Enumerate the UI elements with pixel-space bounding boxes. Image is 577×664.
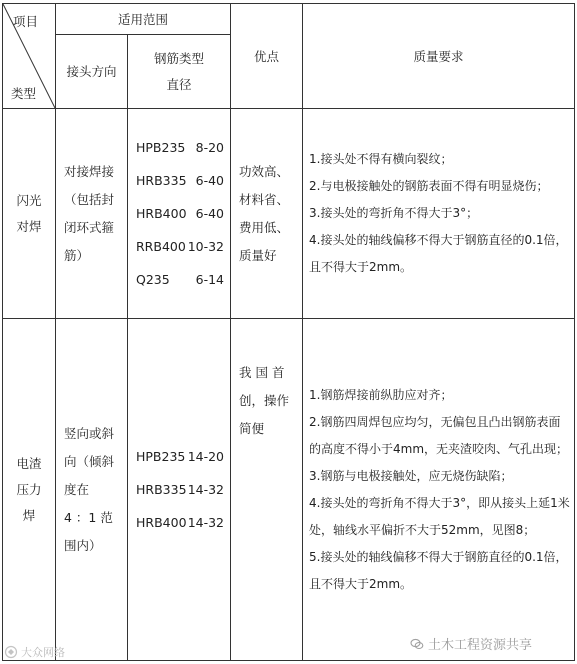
steel-grade: HRB335 <box>136 173 187 188</box>
steel-item <box>128 473 230 506</box>
direction-line: 向（倾斜 <box>64 453 115 469</box>
steel-grade: Q235 <box>136 272 170 287</box>
steel-item <box>128 440 230 473</box>
requirements-cell <box>303 109 575 319</box>
steel-grade: HPB235 <box>136 449 186 464</box>
header-category-label: 类型 <box>11 86 37 101</box>
logo-icon <box>4 645 18 659</box>
type-line: 压力 <box>16 481 42 497</box>
advantage-line: 质量好 <box>239 247 277 263</box>
steel-grade: RRB400 <box>136 239 186 254</box>
watermark-right <box>410 634 532 653</box>
direction-line: 筋） <box>64 247 90 263</box>
header-steel-diameter <box>128 35 231 109</box>
advantages-cell <box>231 319 303 661</box>
requirement-item: 1.钢筋焊接前纵肋应对齐； <box>309 387 453 402</box>
advantage-line: 创，操作 <box>239 393 290 408</box>
steel-range: 14-20 <box>187 449 225 464</box>
advantage-line: 费用低、 <box>239 219 290 235</box>
type-line: 焊 <box>22 507 36 523</box>
header-diameter: 直径 <box>166 76 192 92</box>
steel-range: 8-20 <box>195 140 225 155</box>
steel-grade: HRB400 <box>136 515 187 530</box>
table-row <box>3 319 575 661</box>
requirement-item: 4.接头处的弯折角不得大于3°，即从接头上延1米处，轴线水平偏折不大于52mm，见图8； <box>309 495 570 537</box>
advantage-line: 功效高、 <box>239 163 290 179</box>
steel-cell <box>128 319 231 661</box>
steel-range: 6-14 <box>195 272 225 287</box>
steel-item <box>128 197 230 230</box>
requirement-item: 3.接头处的弯折角不得大于3°； <box>309 206 479 220</box>
header-direction: 接头方向 <box>56 35 128 109</box>
watermark-left <box>4 644 65 660</box>
watermark-left-text: 大众网络 <box>21 646 65 659</box>
type-line: 闪光 <box>16 192 42 208</box>
steel-range: 6-40 <box>195 206 225 221</box>
steel-grade: HPB235 <box>136 140 186 155</box>
steel-cell <box>128 109 231 319</box>
header-quality: 质量要求 <box>303 4 575 109</box>
header-item-label: 项目 <box>13 14 39 29</box>
steel-item <box>128 131 230 164</box>
steel-item <box>128 506 230 539</box>
type-cell <box>3 319 56 661</box>
requirement-item: 3.钢筋与电极接触处，应无烧伤缺陷； <box>309 468 513 483</box>
direction-line: 度在 <box>64 481 90 497</box>
steel-item <box>128 230 230 263</box>
type-line: 电渣 <box>16 455 42 471</box>
type-line: 对焊 <box>16 218 42 234</box>
requirements-cell <box>303 319 575 661</box>
header-steel-type: 钢筋类型 <box>154 50 205 66</box>
advantage-line: 我 国 首 <box>239 365 285 380</box>
steel-grade: HRB335 <box>136 482 187 497</box>
steel-grade: HRB400 <box>136 206 187 221</box>
direction-line: 闭环式箍 <box>64 219 115 235</box>
header-scope: 适用范围 <box>56 4 231 35</box>
steel-range: 10-32 <box>187 239 225 254</box>
direction-cell <box>56 109 128 319</box>
requirement-item: 2.钢筋四周焊包应均匀，无偏包且凸出钢筋表面的高度不得小于4mm，无夹渣咬肉、气孔出现； <box>309 414 569 456</box>
direction-line: 围内） <box>64 537 102 553</box>
direction-cell <box>56 319 128 661</box>
advantage-line: 简便 <box>239 421 265 436</box>
requirement-item: 4.接头处的轴线偏移不得大于钢筋直径的0.1倍，且不得大于2mm。 <box>309 233 568 274</box>
steel-item <box>128 164 230 197</box>
steel-range: 6-40 <box>195 173 225 188</box>
type-cell <box>3 109 56 319</box>
table-row <box>3 109 575 319</box>
watermark-right-text: 土木工程资源共享 <box>428 638 533 653</box>
direction-line: （包括封 <box>64 191 115 207</box>
advantage-line: 材料省、 <box>239 191 290 207</box>
advantages-cell <box>231 109 303 319</box>
direction-line: 4 ：1 范 <box>64 509 113 525</box>
requirement-item: 1.接头处不得有横向裂纹； <box>309 152 453 166</box>
welding-spec-table <box>2 3 575 661</box>
direction-line: 竖向或斜 <box>64 425 115 441</box>
header-advantages: 优点 <box>231 4 303 109</box>
requirement-item: 5.接头处的轴线偏移不得大于钢筋直径的0.1倍，且不得大于2mm。 <box>309 549 568 591</box>
header-diagonal-cell <box>3 4 56 109</box>
direction-line: 对接焊接 <box>64 163 115 179</box>
requirement-item: 2.与电极接触处的钢筋表面不得有明显烧伤； <box>309 179 549 193</box>
steel-range: 14-32 <box>187 482 225 497</box>
steel-item <box>128 263 230 296</box>
wechat-icon <box>410 637 424 651</box>
steel-range: 14-32 <box>187 515 225 530</box>
